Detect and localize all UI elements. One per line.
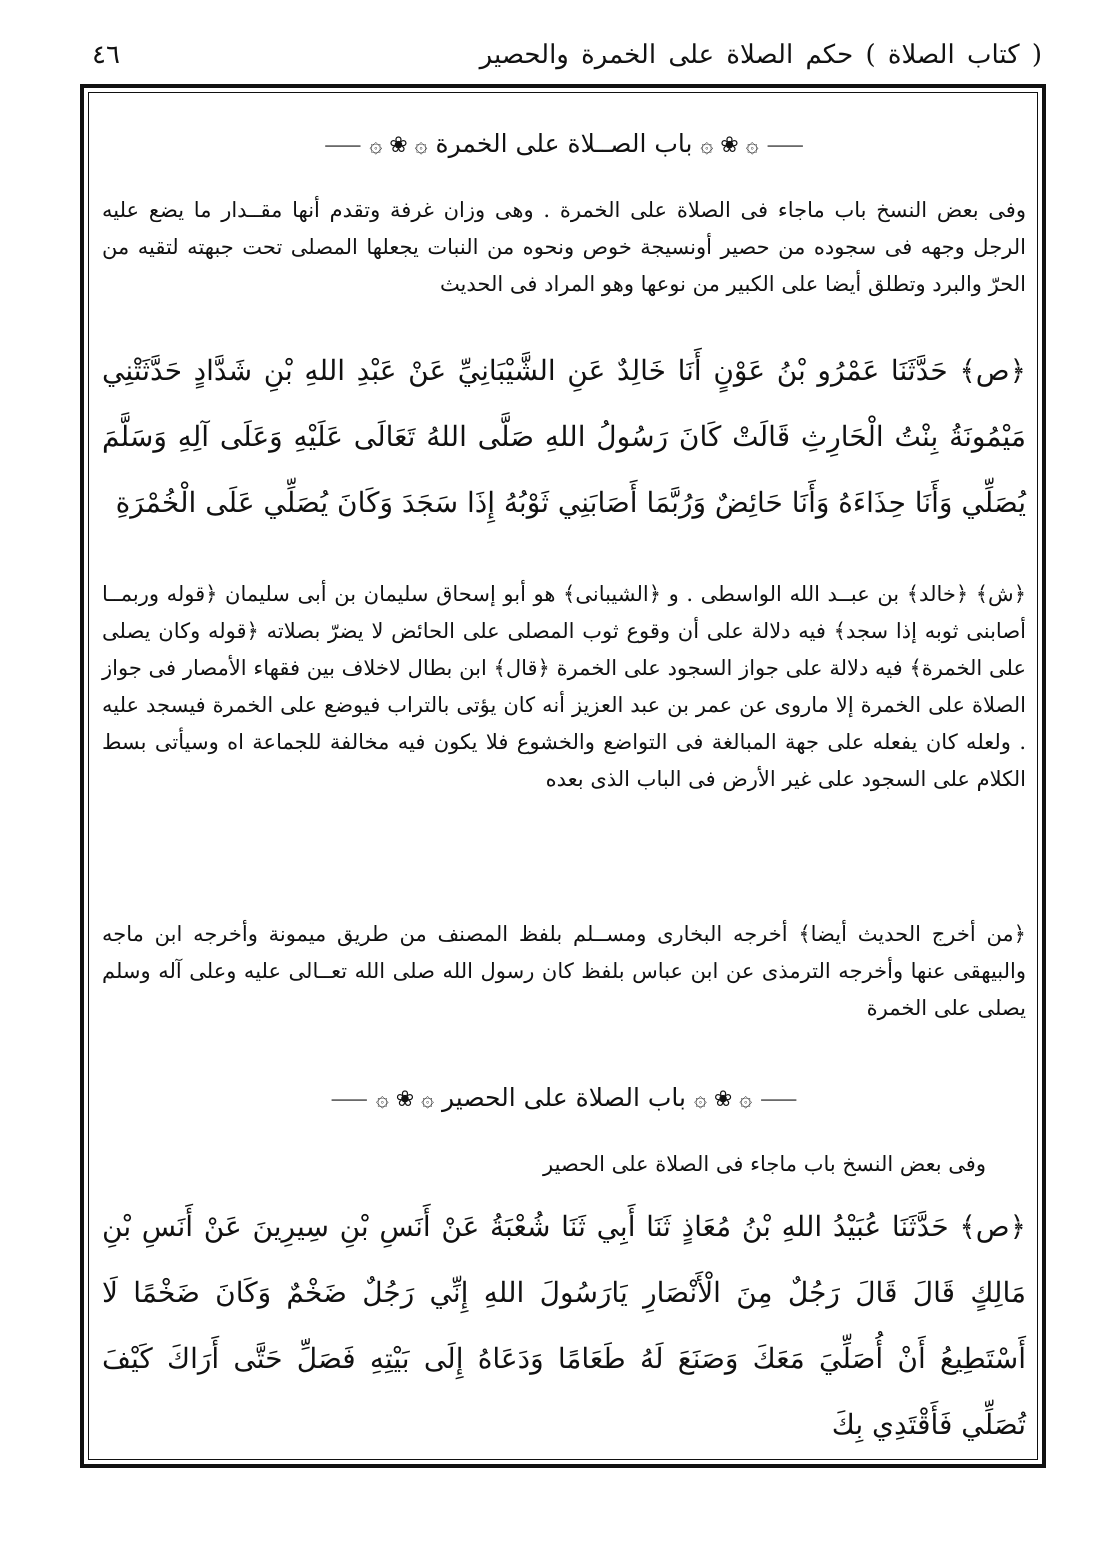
running-title: ( كتاب الصلاة ) حكم الصلاة على الخمرة والحصير [479, 40, 1042, 70]
chapter-heading-hasir [102, 1082, 1026, 1113]
chapter-heading-khumra [102, 128, 1026, 159]
intro-paragraph: وفى بعض النسخ باب ماجاء فى الصلاة على الخمرة . وهى وزان غرفة وتقدم أنها مقــدار ما يضع عليه الرجل وجهه فى سجوده من حصير أونسيجة خوص ونحوه من النبات يجعلها المصلى تحت جبهته لتقيه من الحرّ والبرد وتطلق أيضا على الكبير من نوعها وهو المراد فى الحديث [102, 198, 1026, 296]
page-content [102, 100, 1026, 1450]
chapter-title: باب الصلاة على الحصير [442, 1083, 686, 1112]
hadith-text: ﴿ص﴾ حَدَّثَنَا عَمْرُو بْنُ عَوْنٍ أَنَا خَالِدٌ عَنِ الشَّيْبَانِيِّ عَنْ عَبْدِ اللهِ بْنِ شَدَّادٍ حَدَّثَتْنِي مَيْمُونَةُ بِنْتُ الْحَارِثِ قَالَتْ كَانَ رَسُولُ اللهِ صَلَّى اللهُ تَعَالَى عَلَيْهِ وَعَلَى آلِهِ وَسَلَّمَ يُصَلِّي وَأَنَا حِذَاءَهُ وَأَنَا حَائِضٌ وَرُبَّمَا أَصَابَنِي ثَوْبُهُ إِذَا سَجَدَ وَكَانَ يُصَلِّي عَلَى الْخُمْرَةِ [102, 354, 1026, 519]
ornament-right-icon: ۞ ❀ ۞ [700, 133, 759, 158]
heading-dash-right: ⸺ [760, 1087, 798, 1112]
hadith-text: ﴿ص﴾ حَدَّثَنَا عُبَيْدُ اللهِ بْنُ مُعَاذٍ ثَنَا أَبِي ثَنَا شُعْبَةُ عَنْ أَنَسِ بْنِ سِيرِينَ عَنْ أَنَسِ بْنِ مَالِكٍ قَالَ قَالَ رَجُلٌ مِنَ الْأَنْصَارِ يَارَسُولَ اللهِ إِنِّي رَجُلٌ ضَخْمٌ وَكَانَ ضَخْمًا لَا أَسْتَطِيعُ أَنْ أُصَلِّيَ مَعَكَ وَصَنَعَ لَهُ طَعَامًا وَدَعَاهُ إِلَى بَيْتِهِ فَصَلِّ حَتَّى أَرَاكَ كَيْفَ تُصَلِّي فَأَقْتَدِي بِكَ [102, 1210, 1026, 1441]
ornament-right-icon: ۞ ❀ ۞ [693, 1087, 753, 1112]
heading-dash-left: ⸺ [330, 1087, 368, 1112]
sharh-paragraph: ﴿ش﴾ ﴿خالد﴾ بن عبــد الله الواسطى . و ﴿الشيبانى﴾ هو أبو إسحاق سليمان بن أبى سليمان ﴿قوله وربمــا أصابنى ثوبه إذا سجد﴾ فيه دلالة على أن وقوع ثوب المصلى على الحائض لا يضرّ بصلاته ﴿قوله وكان يصلى على الخمرة﴾ فيه دلالة على جواز السجود على الخمرة ﴿قال﴾ ابن بطال لاخلاف بين فقهاء الأمصار فى جواز الصلاة على الخمرة إلا ماروى عن عمر بن عبد العزيز أنه كان يؤتى بالتراب فيوضع على الخمرة فيسجد عليه . ولعله كان يفعله على جهة المبالغة فى التواضع والخشوع فلا يكون فيه مخالفة للجماعة اه وسيأتى بسط الكلام على السجود على غير الأرض فى الباب الذى بعده [102, 582, 1026, 791]
ornament-left-icon: ۞ ❀ ۞ [375, 1087, 435, 1112]
heading-dash-right: ⸺ [766, 133, 804, 158]
page-number: ٤٦ [92, 40, 120, 70]
chapter-title: باب الصــلاة على الخمرة [435, 129, 693, 158]
intro-paragraph: وفى بعض النسخ باب ماجاء فى الصلاة على الحصير [543, 1152, 986, 1176]
ornament-left-icon: ۞ ❀ ۞ [369, 133, 428, 158]
running-header [92, 40, 1042, 80]
heading-dash-left: ⸺ [324, 133, 362, 158]
takhrij-paragraph: ﴿من أخرج الحديث أيضا﴾ أخرجه البخارى ومســلم بلفظ المصنف من طريق ميمونة وأخرجه ابن ماجه والبيهقى عنها وأخرجه الترمذى عن ابن عباس بلفظ كان رسول الله صلى الله تعــالى عليه وعلى آله وسلم يصلى على الخمرة [102, 922, 1026, 1020]
